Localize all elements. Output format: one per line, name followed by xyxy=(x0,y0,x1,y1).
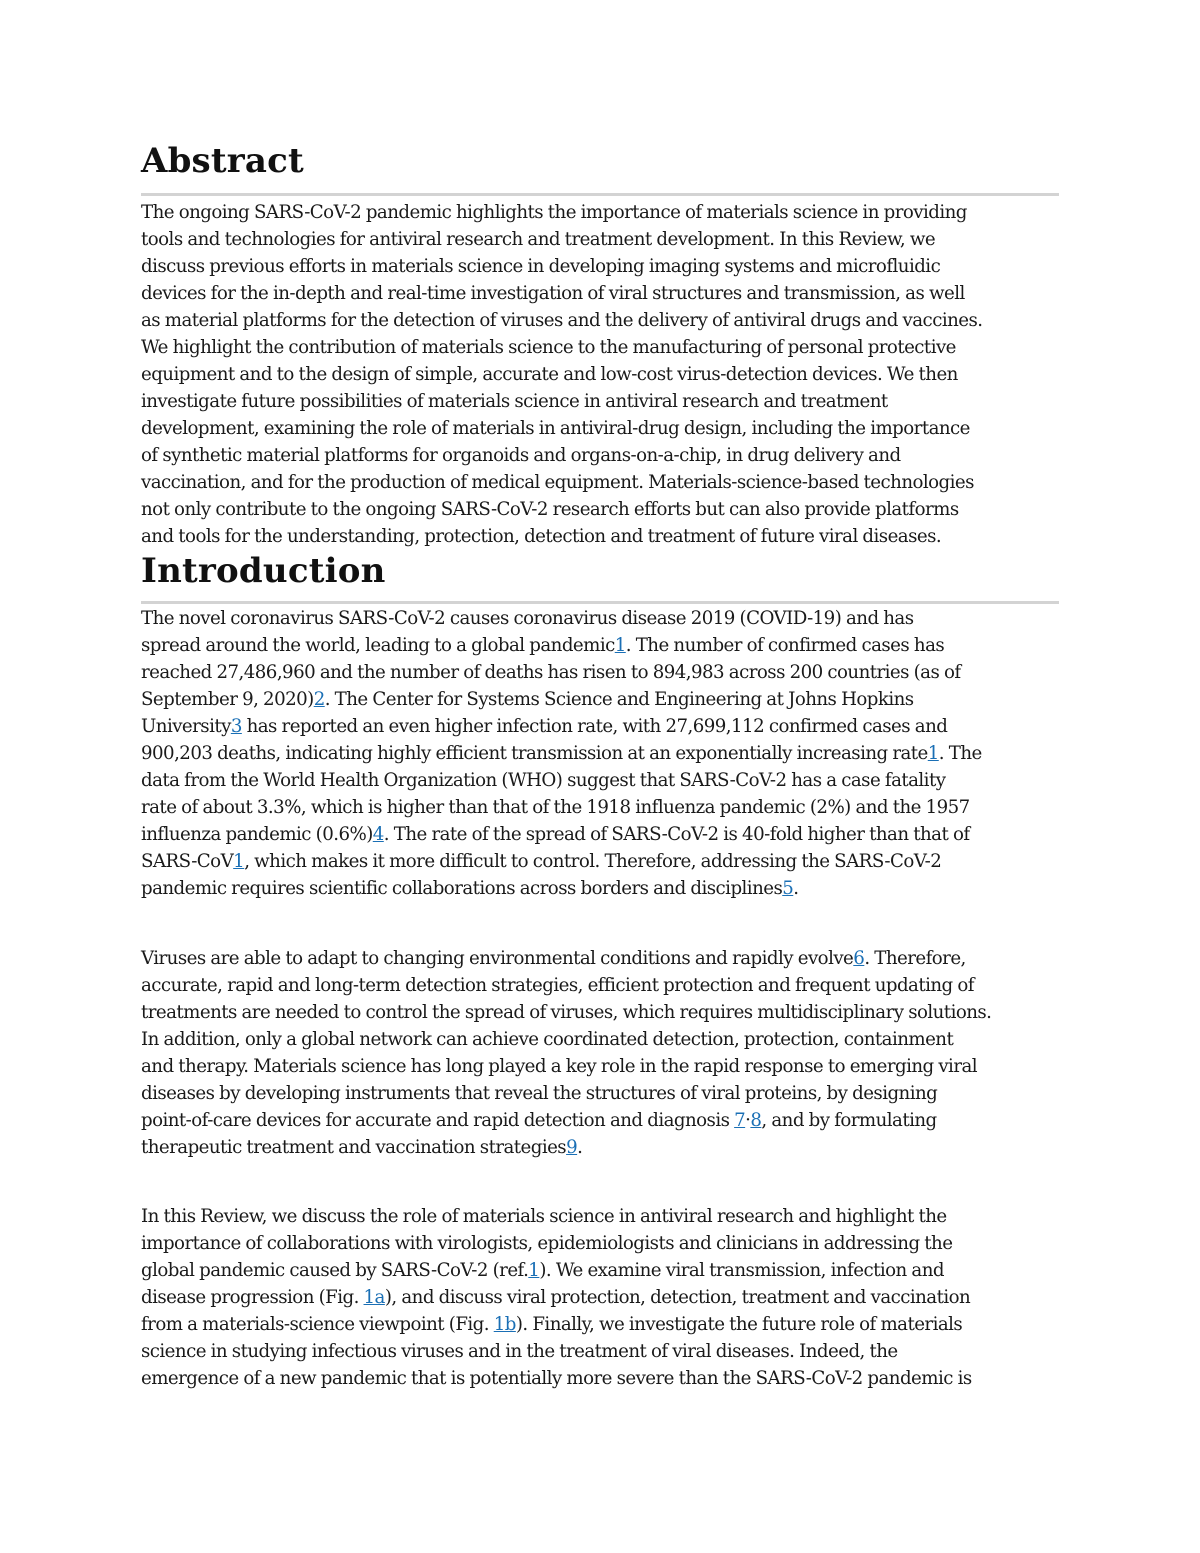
paragraph-line xyxy=(141,1311,972,1338)
reference-link[interactable]: 1 xyxy=(614,635,626,656)
text-run: disease progression (Fig. xyxy=(141,1287,364,1308)
text-run: spread around the world, leading to a global pandemic xyxy=(141,635,615,656)
reference-link[interactable]: 7 xyxy=(734,1110,746,1131)
reference-link[interactable]: 1 xyxy=(233,851,245,872)
abstract-line: discuss previous efforts in materials science in developing imaging systems and microfluidic xyxy=(141,256,941,277)
text-run: global pandemic caused by SARS-CoV-2 (ref. xyxy=(141,1260,529,1281)
paragraph-line xyxy=(141,1107,991,1134)
abstract-line: We highlight the contribution of materials science to the manufacturing of personal protective xyxy=(141,337,956,358)
paragraph-line: and therapy. Materials science has long played a key role in the rapid response to emerging viral xyxy=(141,1056,978,1077)
reference-link[interactable]: 1 xyxy=(528,1260,540,1281)
abstract-paragraph xyxy=(141,199,983,550)
paragraph-line: In this Review, we discuss the role of materials science in antiviral research and highlight the xyxy=(141,1206,947,1227)
text-run: therapeutic treatment and vaccination strategies xyxy=(141,1137,567,1158)
paragraph-line: diseases by developing instruments that reveal the structures of viral proteins, by designing xyxy=(141,1083,938,1104)
reference-link[interactable]: 2 xyxy=(313,689,325,710)
abstract-line: The ongoing SARS-CoV-2 pandemic highlights the importance of materials science in providing xyxy=(141,202,967,223)
abstract-line: of synthetic material platforms for organoids and organs-on-a-chip, in drug delivery and xyxy=(141,445,901,466)
paragraph-line xyxy=(141,1284,972,1311)
text-run: influenza pandemic (0.6%) xyxy=(141,824,373,845)
introduction-heading: Introduction xyxy=(141,551,386,591)
figure-link[interactable]: 1a xyxy=(363,1287,385,1308)
abstract-line: devices for the in-depth and real-time investigation of viral structures and transmission, as well xyxy=(141,283,965,304)
abstract-line: as material platforms for the detection of viruses and the delivery of antiviral drugs and vaccines. xyxy=(141,310,983,331)
text-run: pandemic requires scientific collaborations across borders and disciplines xyxy=(141,878,783,899)
reference-link[interactable]: 4 xyxy=(372,824,384,845)
text-run: ). We examine viral transmission, infection and xyxy=(539,1260,944,1281)
paragraph-line xyxy=(141,945,991,972)
paragraph-line: treatments are needed to control the spread of viruses, which requires multidisciplinary solutions. xyxy=(141,1002,992,1023)
text-run: point-of-care devices for accurate and rapid detection and diagnosis xyxy=(141,1110,735,1131)
text-run: . xyxy=(577,1137,583,1158)
figure-link[interactable]: 1b xyxy=(493,1314,516,1335)
abstract-line: equipment and to the design of simple, accurate and low-cost virus-detection devices. We then xyxy=(141,364,958,385)
abstract-divider xyxy=(141,193,1059,196)
paragraph-line xyxy=(141,740,982,767)
abstract-heading: Abstract xyxy=(141,141,304,181)
abstract-line: development, examining the role of materials in antiviral-drug design, including the importance xyxy=(141,418,970,439)
abstract-line: not only contribute to the ongoing SARS-CoV-2 research efforts but can also provide platforms xyxy=(141,499,959,520)
paragraph-line: rate of about 3.3%, which is higher than that of the 1918 influenza pandemic (2%) and the 1957 xyxy=(141,797,970,818)
reference-link[interactable]: 5 xyxy=(782,878,794,899)
abstract-line: investigate future possibilities of materials science in antiviral research and treatment xyxy=(141,391,888,412)
paragraph-line: emergence of a new pandemic that is potentially more severe than the SARS-CoV-2 pandemic is xyxy=(141,1368,972,1389)
paragraph-line xyxy=(141,713,982,740)
paragraph-line xyxy=(141,1134,991,1161)
text-run: has reported an even higher infection rate, with 27,699,112 confirmed cases and xyxy=(241,716,948,737)
introduction-divider xyxy=(141,601,1059,604)
paragraph-line xyxy=(141,848,982,875)
introduction-paragraph-3 xyxy=(141,1203,972,1392)
text-run: 900,203 deaths, indicating highly efficient transmission at an exponentially increasing rate xyxy=(141,743,928,764)
reference-link[interactable]: 3 xyxy=(230,716,242,737)
paragraph-line: accurate, rapid and long-term detection strategies, efficient protection and frequent updating of xyxy=(141,975,974,996)
abstract-line: vaccination, and for the production of medical equipment. Materials-science-based technologies xyxy=(141,472,974,493)
text-run: . Therefore, xyxy=(864,948,966,969)
paragraph-line xyxy=(141,1257,972,1284)
text-run: . xyxy=(793,878,799,899)
paragraph-line: science in studying infectious viruses and in the treatment of viral diseases. Indeed, the xyxy=(141,1341,898,1362)
text-run: , which makes it more difficult to control. Therefore, addressing the SARS-CoV-2 xyxy=(244,851,942,872)
text-run: . The number of confirmed cases has xyxy=(625,635,945,656)
paragraph-line: In addition, only a global network can achieve coordinated detection, protection, containment xyxy=(141,1029,954,1050)
reference-link[interactable]: 6 xyxy=(853,948,865,969)
paragraph-line xyxy=(141,632,982,659)
text-run: , and by formulating xyxy=(761,1110,937,1131)
paragraph-line xyxy=(141,686,982,713)
text-run: . The xyxy=(938,743,982,764)
paragraph-line: importance of collaborations with virologists, epidemiologists and clinicians in addressing the xyxy=(141,1233,953,1254)
reference-separator: · xyxy=(745,1110,751,1131)
introduction-paragraph-1 xyxy=(141,605,982,902)
reference-link[interactable]: 1 xyxy=(927,743,939,764)
abstract-line: and tools for the understanding, protection, detection and treatment of future viral diseases. xyxy=(141,526,942,547)
paragraph-line xyxy=(141,821,982,848)
reference-link[interactable]: 9 xyxy=(566,1137,578,1158)
paragraph-line: reached 27,486,960 and the number of deaths has risen to 894,983 across 200 countries (as of xyxy=(141,662,961,683)
paragraph-line xyxy=(141,875,982,902)
paragraph-line: data from the World Health Organization (WHO) suggest that SARS-CoV-2 has a case fatality xyxy=(141,770,946,791)
text-run: . The Center for Systems Science and Engineering at Johns Hopkins xyxy=(324,689,914,710)
text-run: SARS-CoV xyxy=(141,851,234,872)
text-run: Viruses are able to adapt to changing environmental conditions and rapidly evolve xyxy=(141,948,854,969)
text-run: . The rate of the spread of SARS-CoV-2 is 40-fold higher than that of xyxy=(383,824,970,845)
abstract-line: tools and technologies for antiviral research and treatment development. In this Review, we xyxy=(141,229,936,250)
text-run: from a materials-science viewpoint (Fig. xyxy=(141,1314,494,1335)
paragraph-line: The novel coronavirus SARS-CoV-2 causes coronavirus disease 2019 (COVID-19) and has xyxy=(141,608,914,629)
introduction-paragraph-2 xyxy=(141,945,991,1161)
text-run: University xyxy=(141,716,231,737)
text-run: ), and discuss viral protection, detection, treatment and vaccination xyxy=(384,1287,971,1308)
text-run: ). Finally, we investigate the future role of materials xyxy=(515,1314,963,1335)
text-run: September 9, 2020) xyxy=(141,689,314,710)
reference-link[interactable]: 8 xyxy=(750,1110,762,1131)
